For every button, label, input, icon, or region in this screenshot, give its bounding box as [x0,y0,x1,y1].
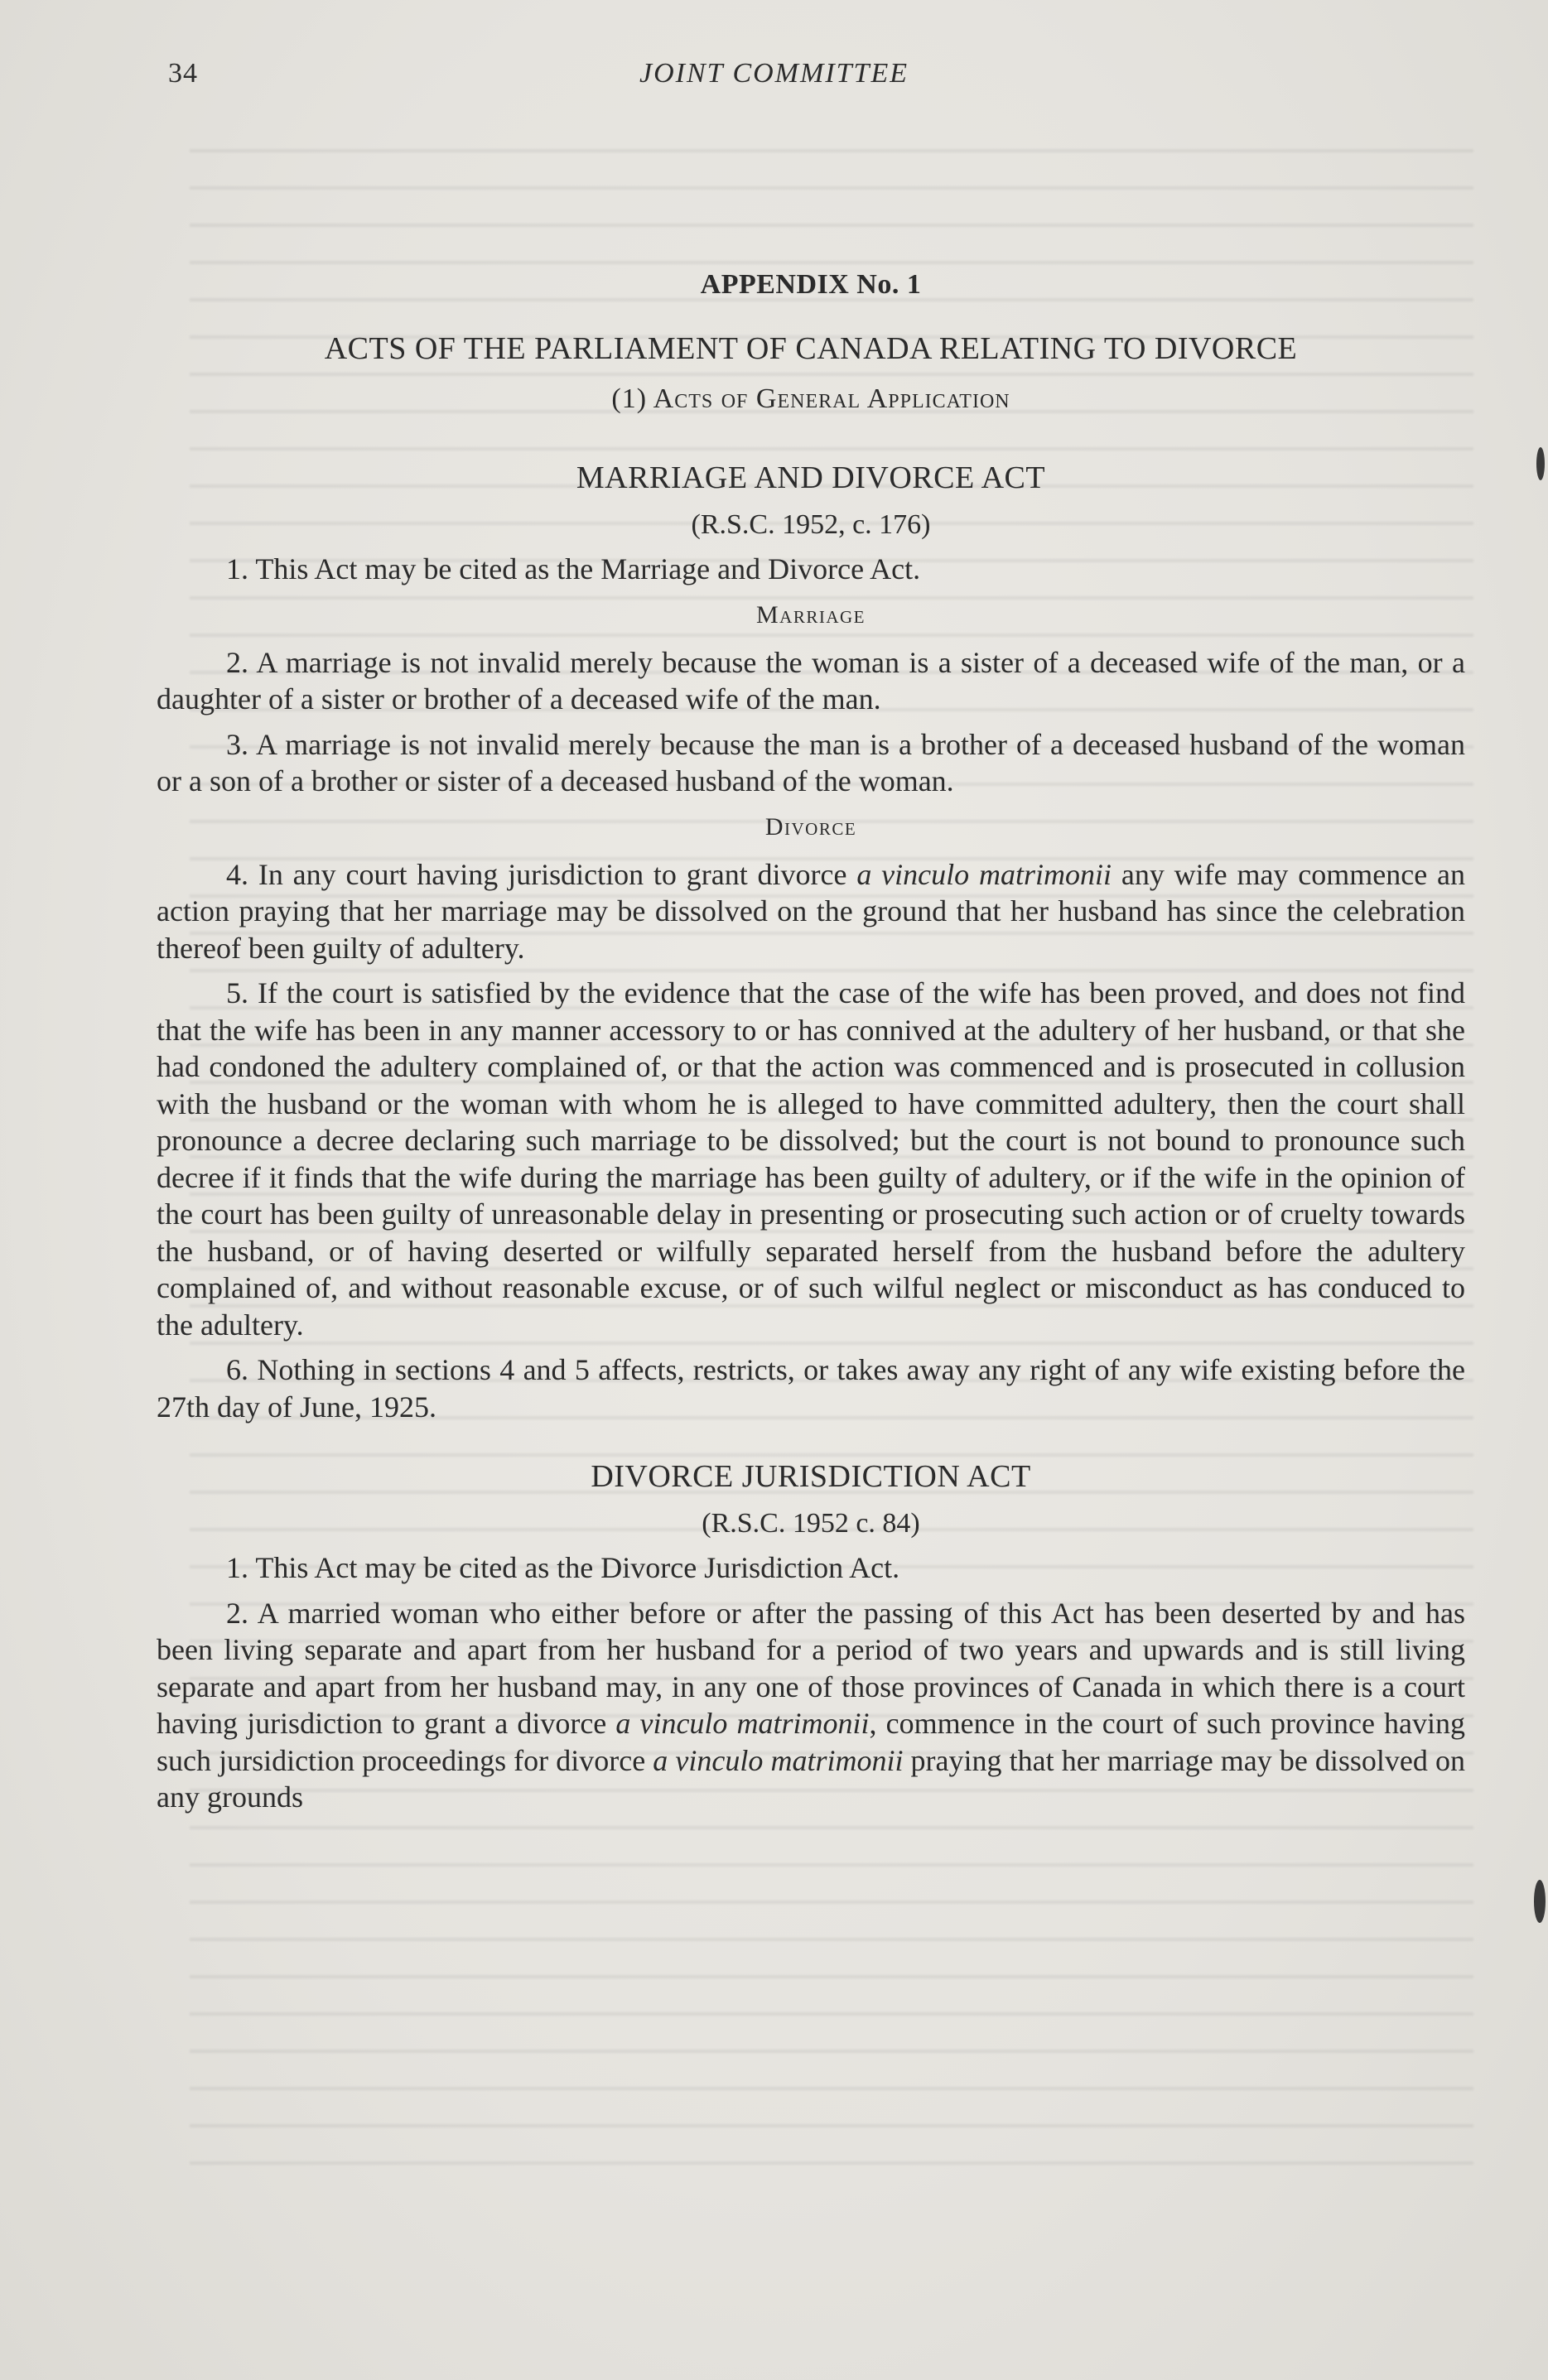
latin-phrase: a vinculo matrimonii [856,857,1112,891]
main-title: ACTS OF THE PARLIAMENT OF CANADA RELATING TO DIVORCE [324,331,1298,366]
section-5: 5. If the court is satisfied by the evidence that the case of the wife has been proved, and does not find that the wife has been in any manner accessory to or has connived at the adultery of her husband, or that she had condoned the adultery complained of, or that the action was commenced and is prosecuted in collusion with the husband or the woman with whom he is alleged to have committed adultery, then the court shall pronounce a decree declaring such marriage to be dissolved; but the court is not bound to pronounce such decree if it finds that the wife during the marriage has been guilty of adultery, or if the wife in the opinion of the court has been guilty of unreasonable delay in presenting or prosecuting such action or of cruelty towards the husband, or of having deserted or wilfully separated herself from the husband before the adultery complained of, and without reasonable excuse, or of such wilful neglect or misconduct as has conduced to the adultery. [157,976,1465,1342]
section-1: 1. This Act may be cited as the Divorce Jurisdiction Act. [226,1551,900,1584]
subtitle: (1) Acts of General Application [611,383,1010,414]
latin-phrase: a vinculo matrimonii [653,1743,904,1777]
section-4-text-a: 4. In any court having jurisdiction to grant divorce [226,857,857,891]
section-2: 2. A marriage is not invalid merely because the woman is a sister of a deceased wife of the man, or a daughter of a sister or brother of a deceased wife of the man. [157,645,1465,715]
page-body [157,269,1465,1824]
heading-divorce: Divorce [764,812,857,841]
section-6: 6. Nothing in sections 4 and 5 affects, restricts, or takes away any right of any wife existing before the 27th day of June, 1925. [157,1353,1465,1424]
running-head: JOINT COMMITTEE [639,58,909,89]
section-2-text-a: 2. A married woman who either before or after the passing of this Act has been deserted by and has been living separate and apart from her husband for a period of two years and upwards and is still living separate and apart from her husband may, in any one of those provinces of Canada in which there is a court having jurisdiction to grant a divorce [157,1596,1465,1740]
act-title-divorce-jurisdiction: DIVORCE JURISDICTION ACT [591,1459,1031,1494]
section-1: 1. This Act may be cited as the Marriage and Divorce Act. [226,552,921,585]
heading-marriage: Marriage [755,600,866,629]
act-title-marriage-divorce: MARRIAGE AND DIVORCE ACT [576,460,1046,495]
scan-artifact-mark [1536,447,1545,480]
section-2-text-b: , commence in the court of such province having such jursidiction proceedings for divorce [157,1707,1465,1777]
appendix-title: APPENDIX No. 1 [700,269,922,300]
section-2-text-c: praying that her marriage may be dissolved on any grounds [157,1743,1465,1814]
page-header [0,58,1548,99]
section-4 [157,856,1465,967]
page-number: 34 [168,58,198,89]
section-4-text-b: any wife may commence an action praying that her marriage may be dissolved on the ground that her husband has since the celebration thereof been guilty of adultery. [157,857,1465,965]
act-citation: (R.S.C. 1952 c. 84) [702,1508,920,1539]
section-2 [157,1595,1465,1816]
section-3: 3. A marriage is not invalid merely because the man is a brother of a deceased husband of the woman or a son of a brother or sister of a deceased husband of the woman. [157,727,1465,797]
scan-artifact-mark [1534,1880,1546,1923]
act-citation: (R.S.C. 1952, c. 176) [691,509,931,540]
latin-phrase: a vinculo matrimonii [615,1707,870,1740]
